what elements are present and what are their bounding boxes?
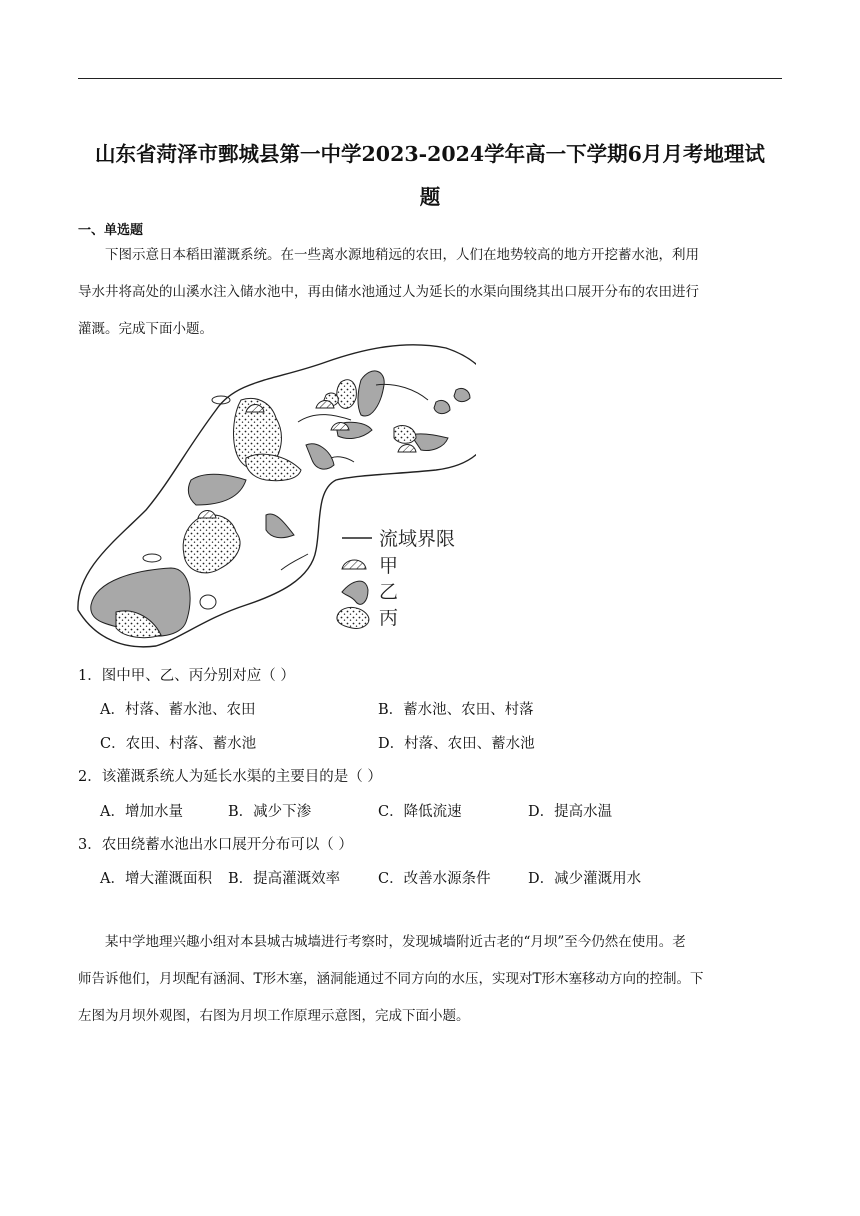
question-3-option-a[interactable]: A．增大灌溉面积 [100, 871, 212, 887]
water-channel [298, 415, 351, 422]
water-body [200, 595, 216, 609]
page-title-line2: 题 [419, 185, 441, 209]
question-1-option-b[interactable]: B．蓄水池、农田、村落 [378, 702, 534, 718]
question-2-option-a[interactable]: A．增加水量 [100, 804, 183, 820]
question-2-option-d[interactable]: D．提高水温 [528, 804, 613, 820]
section-heading: 一、单选题 [78, 223, 144, 238]
village-mark [398, 445, 416, 453]
passage-2-line2: 师告诉他们，月坝配有涵洞、T形木塞，涵洞能通过不同方向的水压，实现对T形木塞移动方向的控制。下 [78, 971, 704, 987]
pond-shape [411, 434, 448, 451]
passage-2-line1: 某中学地理兴趣小组对本县城古城墙进行考察时，发现城墙附近古老的“月坝”至今仍然在使用。老 [105, 934, 686, 950]
legend-boundary-label: 流域界限 [379, 528, 456, 550]
legend-jia-label: 甲 [379, 555, 399, 577]
pond-shape [434, 400, 450, 413]
paddy-field [246, 454, 301, 480]
question-3-stem: 3．农田绕蓄水池出水口展开分布可以（ ） [78, 837, 353, 853]
question-2-stem: 2．该灌溉系统人为延长水渠的主要目的是（ ） [78, 769, 382, 785]
pond-shape [266, 514, 294, 538]
legend-bing-label: 丙 [379, 607, 399, 629]
header-rule [78, 78, 782, 79]
pond-shape [358, 371, 384, 416]
question-1-option-d[interactable]: D．村落、农田、蓄水池 [378, 736, 535, 752]
question-3-option-b[interactable]: B．提高灌溉效率 [228, 871, 341, 887]
legend-jia-symbol [342, 560, 366, 569]
paddy-field [183, 515, 240, 573]
question-1-option-a[interactable]: A．村落、蓄水池、农田 [100, 702, 256, 718]
question-1-option-c[interactable]: C．农田、村落、蓄水池 [100, 736, 257, 752]
passage-2-line3: 左图为月坝外观图，右图为月坝工作原理示意图，完成下面小题。 [78, 1008, 470, 1024]
question-1-stem: 1．图中甲、乙、丙分别对应（ ） [78, 668, 295, 684]
water-channel [331, 457, 354, 462]
paddy-field [394, 426, 416, 444]
water-channel [281, 554, 308, 570]
passage-1-line2: 导水井将高处的山溪水注入储水池中，再由储水池通过人为延长的水渠向围绕其出口展开分布的农田进行 [78, 284, 699, 300]
question-3-option-d[interactable]: D．减少灌溉用水 [528, 871, 642, 887]
village-mark [198, 511, 216, 519]
legend-yi-label: 乙 [379, 581, 399, 603]
water-body [143, 554, 161, 562]
passage-2 [78, 924, 782, 1035]
pond-shape [188, 474, 246, 505]
question-3-option-c[interactable]: C．改善水源条件 [378, 871, 491, 887]
page-title-line1: 山东省菏泽市鄄城县第一中学2023-2024学年高一下学期6月月考地理试 [95, 142, 765, 166]
passage-1-line1: 下图示意日本稻田灌溉系统。在一些离水源地稍远的农田，人们在地势较高的地方开挖蓄水池，利用 [105, 247, 699, 263]
legend-bing-symbol [337, 607, 369, 628]
question-2-option-b[interactable]: B．减少下渗 [228, 804, 312, 820]
passage-1-line3: 灌溉。完成下面小题。 [78, 321, 213, 337]
question-2-option-c[interactable]: C．降低流速 [378, 804, 462, 820]
paddy-field [337, 380, 357, 409]
pond-shape [306, 444, 334, 469]
legend-yi-symbol [342, 581, 368, 604]
passage-1 [78, 237, 782, 348]
irrigation-map-figure [76, 340, 476, 650]
pond-shape [454, 388, 470, 401]
